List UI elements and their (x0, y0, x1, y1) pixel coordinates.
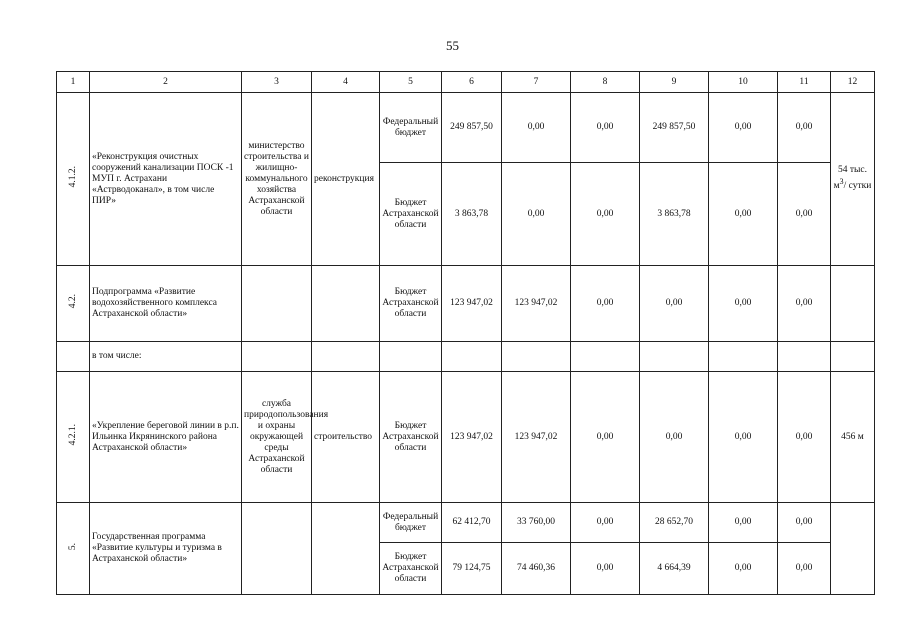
result-superscript: 3 (839, 177, 844, 187)
row-work-type: реконструкция (312, 93, 380, 266)
funding-source: Бюджет Астраханской области (380, 543, 442, 595)
value-cell: 33 760,00 (502, 503, 571, 543)
value-cell: 0,00 (571, 372, 640, 503)
column-header: 6 (442, 72, 502, 93)
column-header: 7 (502, 72, 571, 93)
empty-cell (778, 342, 831, 372)
row-work-type (312, 503, 380, 595)
budget-table (56, 71, 875, 595)
row-executor: министерство строительства и жилищно-коммунального хозяйства Астраханской области (242, 93, 312, 266)
table-row (57, 372, 875, 503)
value-cell: 123 947,02 (442, 372, 502, 503)
funding-source: Бюджет Астраханской области (380, 163, 442, 266)
value-cell: 123 947,02 (442, 266, 502, 342)
result-cell (831, 503, 875, 595)
row-code: 4.2. (67, 294, 78, 309)
empty-cell (571, 342, 640, 372)
row-code: 4.2.1. (67, 424, 78, 446)
funding-source: Федеральный бюджет (380, 93, 442, 163)
row-code: 5. (67, 542, 78, 551)
value-cell: 0,00 (571, 163, 640, 266)
value-cell: 74 460,36 (502, 543, 571, 595)
column-header: 11 (778, 72, 831, 93)
empty-cell (312, 342, 380, 372)
value-cell: 0,00 (571, 503, 640, 543)
value-cell: 0,00 (778, 543, 831, 595)
value-cell: 0,00 (571, 266, 640, 342)
row-executor (242, 266, 312, 342)
result-cell (831, 93, 875, 266)
table-row (57, 503, 875, 543)
value-cell: 79 124,75 (442, 543, 502, 595)
row-code-cell (57, 342, 90, 372)
empty-cell (380, 342, 442, 372)
empty-cell (831, 342, 875, 372)
value-cell: 249 857,50 (640, 93, 709, 163)
value-cell: 0,00 (640, 266, 709, 342)
value-cell: 0,00 (502, 163, 571, 266)
value-cell: 0,00 (709, 503, 778, 543)
value-cell: 28 652,70 (640, 503, 709, 543)
value-cell: 0,00 (778, 93, 831, 163)
value-cell: 0,00 (571, 543, 640, 595)
row-name: Государственная программа «Развитие культуры и туризма в Астраханской области» (90, 503, 242, 595)
row-name: «Реконструкция очистных сооружений канализации ПОСК -1 МУП г. Астрахани «Астрводоканал», в том числе ПИР» (90, 93, 242, 266)
column-header: 2 (90, 72, 242, 93)
row-name: Подпрограмма «Развитие водохозяйственного комплекса Астраханской области» (90, 266, 242, 342)
row-name: «Укрепление береговой линии в р.п. Ильинка Икрянинского района Астраханской области» (90, 372, 242, 503)
value-cell: 0,00 (640, 372, 709, 503)
value-cell: 0,00 (778, 503, 831, 543)
value-cell: 0,00 (778, 266, 831, 342)
value-cell: 4 664,39 (640, 543, 709, 595)
page-number: 55 (446, 38, 459, 53)
result-value: 54 тыс. м (833, 165, 867, 192)
value-cell: 3 863,78 (640, 163, 709, 266)
row-name: в том числе: (90, 342, 242, 372)
column-header: 8 (571, 72, 640, 93)
value-cell: 0,00 (709, 543, 778, 595)
value-cell: 249 857,50 (442, 93, 502, 163)
empty-cell (242, 342, 312, 372)
empty-cell (502, 342, 571, 372)
value-cell: 0,00 (571, 93, 640, 163)
row-code-cell (57, 266, 90, 342)
row-work-type: строительство (312, 372, 380, 503)
value-cell: 123 947,02 (502, 266, 571, 342)
column-header: 4 (312, 72, 380, 93)
value-cell: 0,00 (778, 163, 831, 266)
empty-cell (442, 342, 502, 372)
row-executor: служба природопользования и охраны окружающей среды Астраханской области (242, 372, 312, 503)
value-cell: 0,00 (502, 93, 571, 163)
value-cell: 0,00 (778, 372, 831, 503)
value-cell: 62 412,70 (442, 503, 502, 543)
table-row (57, 266, 875, 342)
value-cell: 0,00 (709, 163, 778, 266)
column-header: 10 (709, 72, 778, 93)
value-cell: 3 863,78 (442, 163, 502, 266)
result-cell: 456 м (831, 372, 875, 503)
row-code-cell (57, 93, 90, 266)
funding-source: Бюджет Астраханской области (380, 372, 442, 503)
row-work-type (312, 266, 380, 342)
column-header: 9 (640, 72, 709, 93)
empty-cell (709, 342, 778, 372)
column-header-row (57, 72, 875, 93)
row-executor (242, 503, 312, 595)
column-header: 1 (57, 72, 90, 93)
column-header: 3 (242, 72, 312, 93)
table-row (57, 342, 875, 372)
funding-source: Федеральный бюджет (380, 503, 442, 543)
value-cell: 0,00 (709, 93, 778, 163)
table-row (57, 93, 875, 163)
column-header: 12 (831, 72, 875, 93)
value-cell: 0,00 (709, 266, 778, 342)
row-code-cell (57, 503, 90, 595)
empty-cell (640, 342, 709, 372)
row-code: 4.1.2. (67, 166, 78, 188)
result-cell (831, 266, 875, 342)
funding-source: Бюджет Астраханской области (380, 266, 442, 342)
value-cell: 0,00 (709, 372, 778, 503)
row-code-cell (57, 372, 90, 503)
result-unit: / сутки (843, 181, 872, 192)
column-header: 5 (380, 72, 442, 93)
value-cell: 123 947,02 (502, 372, 571, 503)
